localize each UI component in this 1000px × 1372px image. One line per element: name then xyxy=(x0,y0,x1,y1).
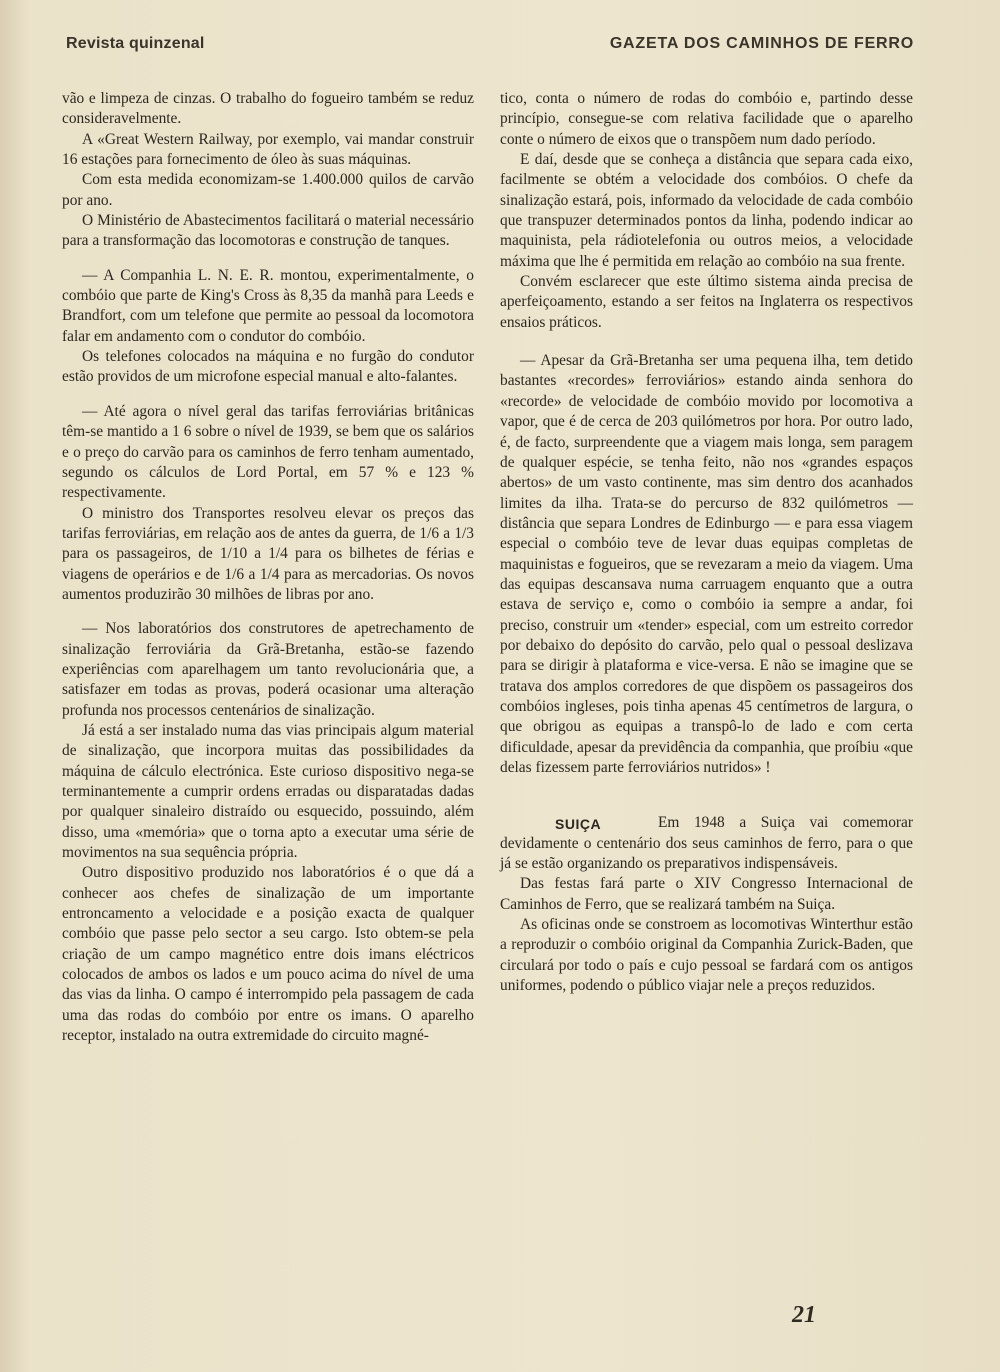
right-column xyxy=(500,89,913,996)
paragraph: vão e limpeza de cinzas. O trabalho do fogueiro também se reduz consideravelmente. xyxy=(62,90,474,128)
left-column xyxy=(62,89,474,1046)
paragraph: Já está a ser instalado numa das vias principais algum material de sinalização, que incorpora muitas das possibilidades da máquina de cálculo electrónica. Este curioso dispositivo nega-se terminantemente a cumprir ordens erradas ou disparatadas dadas por qualquer sinaleiro distraído ou esquecido, possuindo, além disso, uma «memória» que o torna apto a executar uma série de movimentos na sua sequência própria. xyxy=(62,721,474,862)
paragraph: Das festas fará parte o XIV Congresso Internacional de Caminhos de Ferro, que se realizará também na Suiça. xyxy=(500,875,913,913)
paragraph: — Até agora o nível geral das tarifas ferroviárias britânicas têm-se mantido a 1 6 sobre o nível de 1939, se bem que os salários e o preço do carvão para os caminhos de ferro tenham aumentado, segundo os cálculos de Lord Portal, em 57 % e 123 % respectivamente. xyxy=(62,402,474,502)
running-header-right: GAZETA DOS CAMINHOS DE FERRO xyxy=(609,35,914,52)
paragraph: Em 1948 a Suiça vai comemorar devidamente o centenário dos seus caminhos de ferro, para o que já se estão organizando os preparativos indispensáveis. xyxy=(500,814,913,873)
paragraph: — Apesar da Grã-Bretanha ser uma pequena ilha, tem detido bastantes «recordes» ferroviários» estando ainda senhora do «recorde» de velocidade de combóio movido por locomotiva a vapor, que é de cerca de 203 quilómetros por hora. Por outro lado, é, de facto, surpreendente que a viagem mais longa, sem paragem de qualquer espécie, se tenha feito, não nos «grandes espaços abertos» de um vasto continente, mas sim dentro dos acanhados limites da ilha. Trata-se do percurso de 832 quilómetros — distância que separa Londres de Edinburgo — e para essa viagem especial o combóio teve de levar duas equipas completas de maquinistas e fogueiros, que se revezaram a meio da viagem. Uma das equipas descansava numa carruagem enquanto que a outra estava de serviço e, como o combóio ia sempre a andar, foi preciso, construir um «tender» especial, com um estreito corredor por debaixo do depósito do carvão, pelo qual o pessoal deslizava para se dirigir à plataforma e vice-versa. E não se imagine que se tratava dos amplos corredores de que dispõem os passageiros dos combóios ingleses, pois tinha apenas 45 centímetros de largura, o que obrigou as equipas a transpô-lo de lado e com certa dificuldade, apesar da previdência da companhia, que proíbiu «que delas fizessem parte ferroviários nutridos» ! xyxy=(500,352,913,776)
paragraph: O Ministério de Abastecimentos facilitará o material necessário para a transformação das locomotoras e construção de tanques. xyxy=(62,212,474,250)
paragraph: tico, conta o número de rodas do combóio e, partindo desse princípio, consegue-se com relativa facilidade que o aparelho conte o número de eixos que o transpõem num dado período. xyxy=(500,90,913,148)
paragraph: O ministro dos Transportes resolveu elevar os preços das tarifas ferroviárias, em relação aos de antes da guerra, de 1/6 a 1/3 para os passageiros, de 1/10 a 1/4 para os bilhetes de férias e viagens de operários e de 1/6 a 1/4 para as mercadorias. Os novos aumentos produzirão 30 milhões de libras por ano. xyxy=(62,504,474,603)
page-number: 21 xyxy=(792,1302,816,1328)
section-suica xyxy=(500,813,913,996)
paragraph: A «Great Western Railway, por exemplo, vai mandar construir 16 estações para fornecimento de óleo às suas máquinas. xyxy=(62,130,474,169)
running-header-left: Revista quinzenal xyxy=(66,35,205,52)
paragraph: — Nos laboratórios dos construtores de apetrechamento de sinalização ferroviária da Grã-Bretanha, estão-se fazendo experiências com aparelhagem um tanto revolucionária que, a satisfazer em todas as provas, poderá ocasionar uma alteração profunda nos processos centenários de sinalização. xyxy=(62,620,474,719)
paragraph: Com esta medida economizam-se 1.400.000 quilos de carvão por ano. xyxy=(62,171,474,209)
paragraph: Os telefones colocados na máquina e no furgão do condutor estão providos de um microfone especial manual e alto-falantes. xyxy=(62,348,474,386)
paragraph: — A Companhia L. N. E. R. montou, experimentalmente, o combóio que parte de King's Cross às 8,35 da manhã para Leeds e Brandfort, com um telefone que permite ao pessoal da locomotora falar em andamento com o condutor do combóio. xyxy=(62,266,474,345)
paragraph: As oficinas onde se constroem as locomotivas Winterthur estão a reproduzir o combóio original da Companhia Zurick-Baden, que circulará por todo o país e cujo pessoal se fardará com os antigos uniformes, podendo o público viajar nele a preços reduzidos. xyxy=(500,916,913,995)
paragraph: Convém esclarecer que este último sistema ainda precisa de aperfeiçoamento, estando a ser feitos na Inglaterra os respectivos ensaios práticos. xyxy=(500,273,913,331)
paragraph: Outro dispositivo produzido nos laboratórios é o que dá a conhecer aos chefes de sinalização de um importante entroncamento a velocidade e a posição exacta de qualquer combóio que passe pelo sector a seu cargo. Isto obtem-se pela criação de um campo magnético entre dois imans eléctricos colocados de ambos os lados e um pouco acima do nível de uma das vias da linha. O campo é interrompido pela passagem de cada uma das rodas do combóio por entre os imans. O aparelho receptor, instalado na outra extremidade do circuito magné- xyxy=(62,864,474,1045)
section-heading: SUIÇA xyxy=(555,816,602,833)
paragraph: E daí, desde que se conheça a distância que separa cada eixo, facilmente se obtém a velocidade dos combóios. O chefe da sinalização estará, pois, informado da velocidade de cada combóio que transpuzer determinados pontos da linha, podendo indicar ao maquinista, pela rádiotelefonia ou outros meios, a velocidade máxima que lhe é permitida em relação ao combóio na sua frente. xyxy=(500,151,913,270)
